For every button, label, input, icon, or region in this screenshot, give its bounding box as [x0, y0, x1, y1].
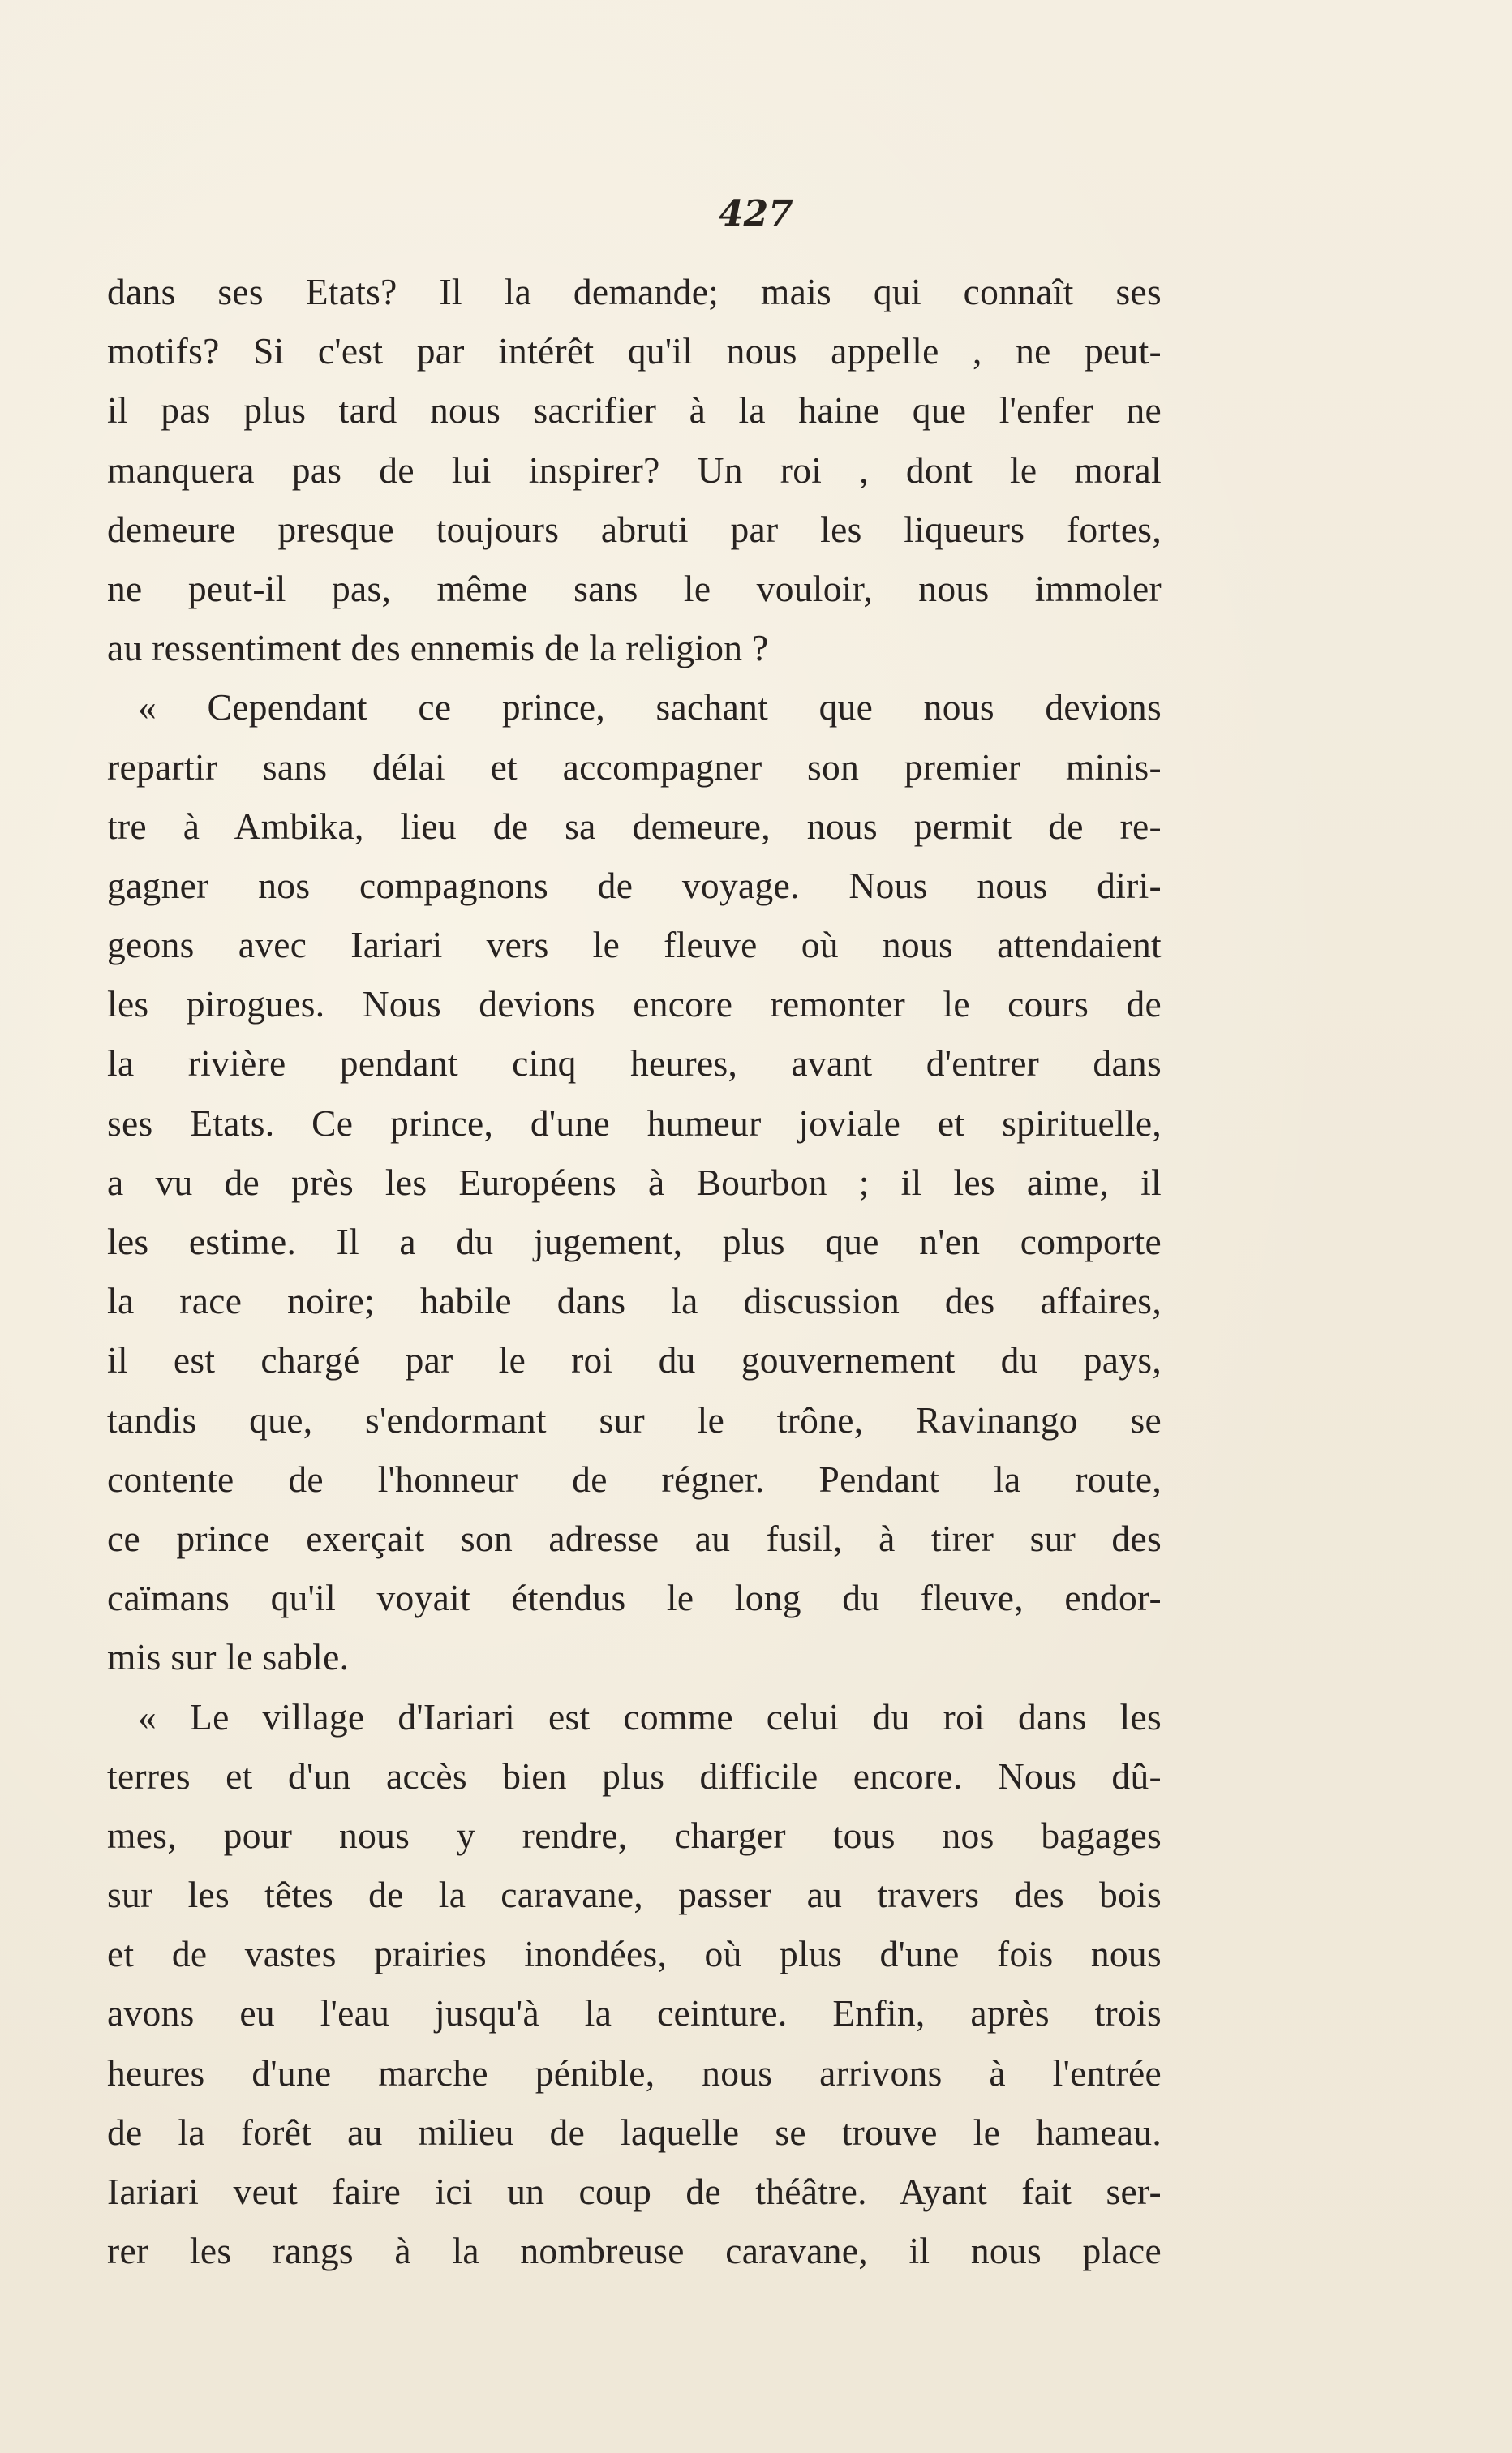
text-line: a vu de près les Européens à Bourbon ; il les aime, il — [107, 1161, 1162, 1203]
text-line: sur les têtes de la caravane, passer au travers des bois — [107, 1874, 1162, 1916]
text-line: dans ses Etats? Il la demande; mais qui connaît ses — [107, 271, 1162, 312]
text-line: heures d'une marche pénible, nous arrivons à l'entrée — [107, 2051, 1162, 2094]
text-line: ce prince exerçait son adresse au fusil, à tirer sur des — [107, 1517, 1162, 1559]
text-line: et de vastes prairies inondées, où plus d'une fois nous — [107, 1933, 1162, 1975]
text-line: la rivière pendant cinq heures, avant d'entrer dans — [107, 1042, 1162, 1085]
text-line: Iariari veut faire ici un coup de théâtre. Ayant fait ser- — [107, 2171, 1162, 2212]
text-line: au ressentiment des ennemis de la religion ? — [107, 627, 769, 669]
text-line: mes, pour nous y rendre, charger tous nos bagages — [107, 1814, 1162, 1856]
text-line: la race noire; habile dans la discussion des affaires, — [107, 1280, 1162, 1322]
page-number: 427 — [719, 193, 793, 234]
text-line: terres et d'un accès bien plus difficile encore. Nous dû- — [107, 1755, 1162, 1797]
page-text — [107, 262, 1162, 2280]
text-line: avons eu l'eau jusqu'à la ceinture. Enfin, après trois — [107, 1992, 1162, 2034]
text-line: geons avec Iariari vers le fleuve où nous attendaient — [107, 924, 1162, 966]
text-line: il est chargé par le roi du gouvernement du pays, — [107, 1339, 1162, 1381]
text-line: « Cependant ce prince, sachant que nous devions — [138, 686, 1162, 728]
text-line: motifs? Si c'est par intérêt qu'il nous appelle , ne peut- — [107, 330, 1162, 372]
text-line: contente de l'honneur de régner. Pendant la route, — [107, 1458, 1162, 1500]
text-line: demeure presque toujours abruti par les liqueurs fortes, — [107, 508, 1162, 550]
text-line: tre à Ambika, lieu de sa demeure, nous permit de re- — [107, 805, 1162, 847]
text-line: de la forêt au milieu de laquelle se trouve le hameau. — [107, 2111, 1162, 2153]
text-line: ses Etats. Ce prince, d'une humeur joviale et spirituelle, — [107, 1102, 1162, 1144]
text-line: rer les rangs à la nombreuse caravane, il nous place — [107, 2230, 1162, 2272]
text-line: gagner nos compagnons de voyage. Nous nous diri- — [107, 864, 1162, 906]
text-line: les estime. Il a du jugement, plus que n'en comporte — [107, 1221, 1162, 1262]
text-line: manquera pas de lui inspirer? Un roi , dont le moral — [107, 449, 1162, 491]
text-line: caïmans qu'il voyait étendus le long du fleuve, endor- — [107, 1577, 1162, 1619]
text-line: « Le village d'Iariari est comme celui du roi dans les — [138, 1695, 1162, 1738]
text-line: tandis que, s'endormant sur le trône, Ravinango se — [107, 1398, 1162, 1441]
text-line: repartir sans délai et accompagner son premier minis- — [107, 745, 1162, 788]
text-line: il pas plus tard nous sacrifier à la haine que l'enfer ne — [107, 389, 1162, 432]
text-line: ne peut-il pas, même sans le vouloir, nous immoler — [107, 567, 1162, 609]
text-line: les pirogues. Nous devions encore remonter le cours de — [107, 983, 1162, 1025]
text-line: mis sur le sable. — [107, 1636, 350, 1678]
